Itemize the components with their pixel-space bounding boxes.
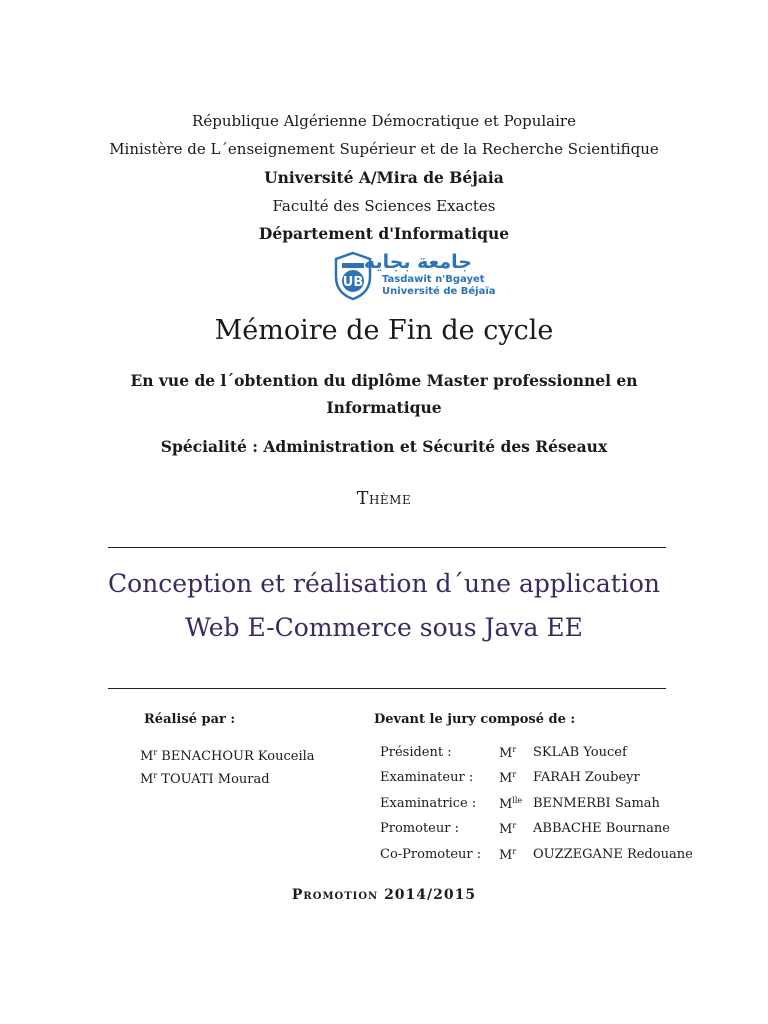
thesis-title-line-2: Web E-Commerce sous Java EE: [185, 613, 583, 642]
faculty-name: Faculté des Sciences Exactes: [272, 197, 496, 215]
theme-label: Thème: [356, 489, 412, 509]
author-item: $M^r$ BENACHOUR Kouceila: [140, 748, 315, 764]
emblem-letters: UB: [342, 275, 364, 290]
ministry-line: Ministère de L´enseignement Supérieur et de la Recherche Scientifique: [109, 140, 659, 158]
logo-line-1: Tasdawit n'Bgayet: [382, 274, 485, 285]
department-name: Département d'Informatique: [258, 224, 510, 243]
university-name: Université A/Mira de Béjaia: [264, 168, 504, 187]
republic-line: République Algérienne Démocratique et Populaire: [192, 112, 576, 130]
author-item: $M^r$ TOUATI Mourad: [140, 771, 270, 787]
logo-line-2: Université de Béjaïa: [382, 286, 496, 297]
diploma-line: En vue de l´obtention du diplôme Master professionnel en Informatique: [130, 371, 638, 417]
jury-row: Président : $M^r$ SKLAB Youcef: [380, 745, 627, 761]
document-type: Mémoire de Fin de cycle: [214, 315, 554, 346]
divider-bottom: [108, 688, 666, 689]
jury-heading: Devant le jury composé de :: [374, 712, 576, 727]
jury-row: Promoteur : $M^r$ ABBACHE Bournane: [380, 821, 670, 837]
jury-row: Co-Promoteur : $M^r$ OUZZEGANE Redouane: [380, 847, 693, 863]
university-logo: [332, 251, 496, 301]
authors-heading: Réalisé par :: [144, 712, 236, 727]
jury-row: Examinatrice : $M^{lle}$ BENMERBI Samah: [380, 796, 660, 812]
jury-row: Examinateur : $M^r$ FARAH Zoubeyr: [380, 770, 640, 786]
speciality-line: Spécialité : Administration et Sécurité des Réseaux: [160, 437, 608, 456]
divider-top: [108, 547, 666, 548]
thesis-title-line-1: Conception et réalisation d´une application: [108, 569, 660, 598]
logo-arabic-text: جامعة بجاية: [363, 251, 472, 273]
promotion-line: Promotion 2014/2015: [291, 887, 477, 903]
